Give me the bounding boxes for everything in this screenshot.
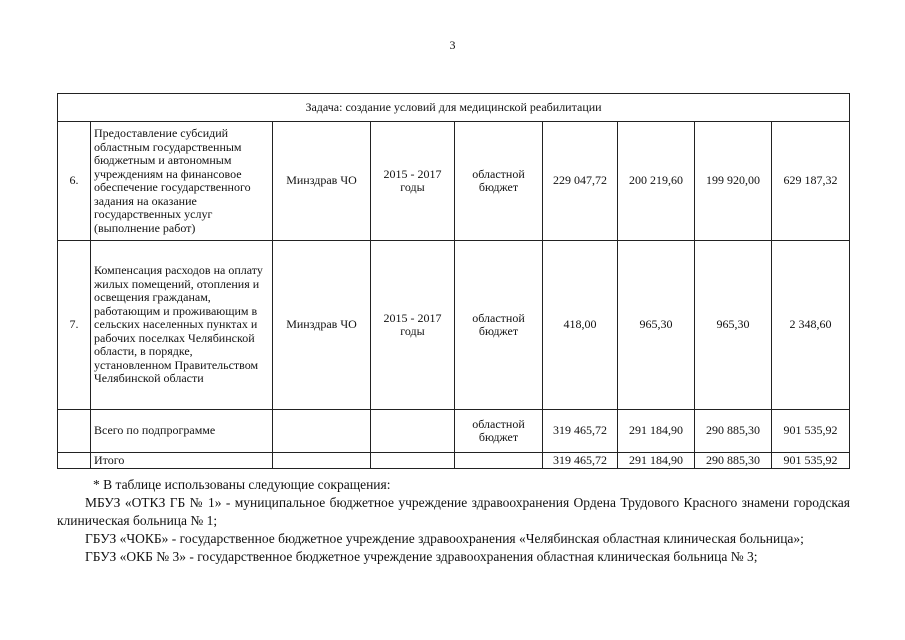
executor: Минздрав ЧО [273,241,371,410]
empty-cell [58,453,91,469]
empty-cell [371,453,455,469]
abbreviation-item: ГБУЗ «ЧОКБ» - государственное бюджетное учреждение здравоохранения «Челябинская областная клиническая больница»; [85,531,804,546]
measure-name: Компенсация расходов на оплату жилых помещений, отопления и освещения гражданам, работающим и проживающим в сельских населенных пунктах и рабочих поселках Челябинской области, в порядке, установленном Правительством Челябинской области [91,241,273,410]
table-row [58,122,850,241]
value-total: 2 348,60 [772,241,850,410]
value-2015: 418,00 [543,241,618,410]
table-row [58,241,850,410]
period: 2015 - 2017 годы [371,241,455,410]
abbreviation-item: МБУЗ «ОТКЗ ГБ № 1» - муниципальное бюджетное учреждение здравоохранения Ордена Трудового Красного знамени городская клиническая больница № 1; [57,495,850,528]
value-total: 901 535,92 [772,410,850,453]
value-2017: 199 920,00 [695,122,772,241]
period: 2015 - 2017 годы [371,122,455,241]
empty-cell [273,453,371,469]
value-2017: 965,30 [695,241,772,410]
value-2015: 319 465,72 [543,410,618,453]
empty-cell [371,410,455,453]
value-2016: 291 184,90 [618,410,695,453]
measure-name: Предоставление субсидий областным государственным бюджетным и автономным учреждениям на финансовое обеспечение государственного задания на оказание государственных услуг (выполнение работ) [91,122,273,241]
subtotal-row [58,410,850,453]
abbreviations-notes [57,476,850,566]
empty-cell [273,410,371,453]
row-number: 6. [58,122,91,241]
value-total: 629 187,32 [772,122,850,241]
funding-source: областной бюджет [455,122,543,241]
abbreviation-item: ГБУЗ «ОКБ № 3» - государственное бюджетное учреждение здравоохранения областная клиническая больница № 3; [85,549,758,564]
program-table [57,93,850,469]
value-2017: 290 885,30 [695,453,772,469]
page-number: 3 [449,38,456,52]
value-2016: 965,30 [618,241,695,410]
notes-intro: * В таблице использованы следующие сокращения: [93,477,391,492]
value-2017: 290 885,30 [695,410,772,453]
task-header: Задача: создание условий для медицинской реабилитации [58,94,850,122]
funding-source: областной бюджет [455,241,543,410]
value-total: 901 535,92 [772,453,850,469]
empty-cell [58,410,91,453]
grand-total-row [58,453,850,469]
funding-source: областной бюджет [455,410,543,453]
executor: Минздрав ЧО [273,122,371,241]
value-2016: 291 184,90 [618,453,695,469]
value-2016: 200 219,60 [618,122,695,241]
grand-total-label: Итого [91,453,273,469]
task-header-row [58,94,850,122]
subtotal-label: Всего по подпрограмме [91,410,273,453]
value-2015: 229 047,72 [543,122,618,241]
row-number: 7. [58,241,91,410]
empty-cell [455,453,543,469]
value-2015: 319 465,72 [543,453,618,469]
